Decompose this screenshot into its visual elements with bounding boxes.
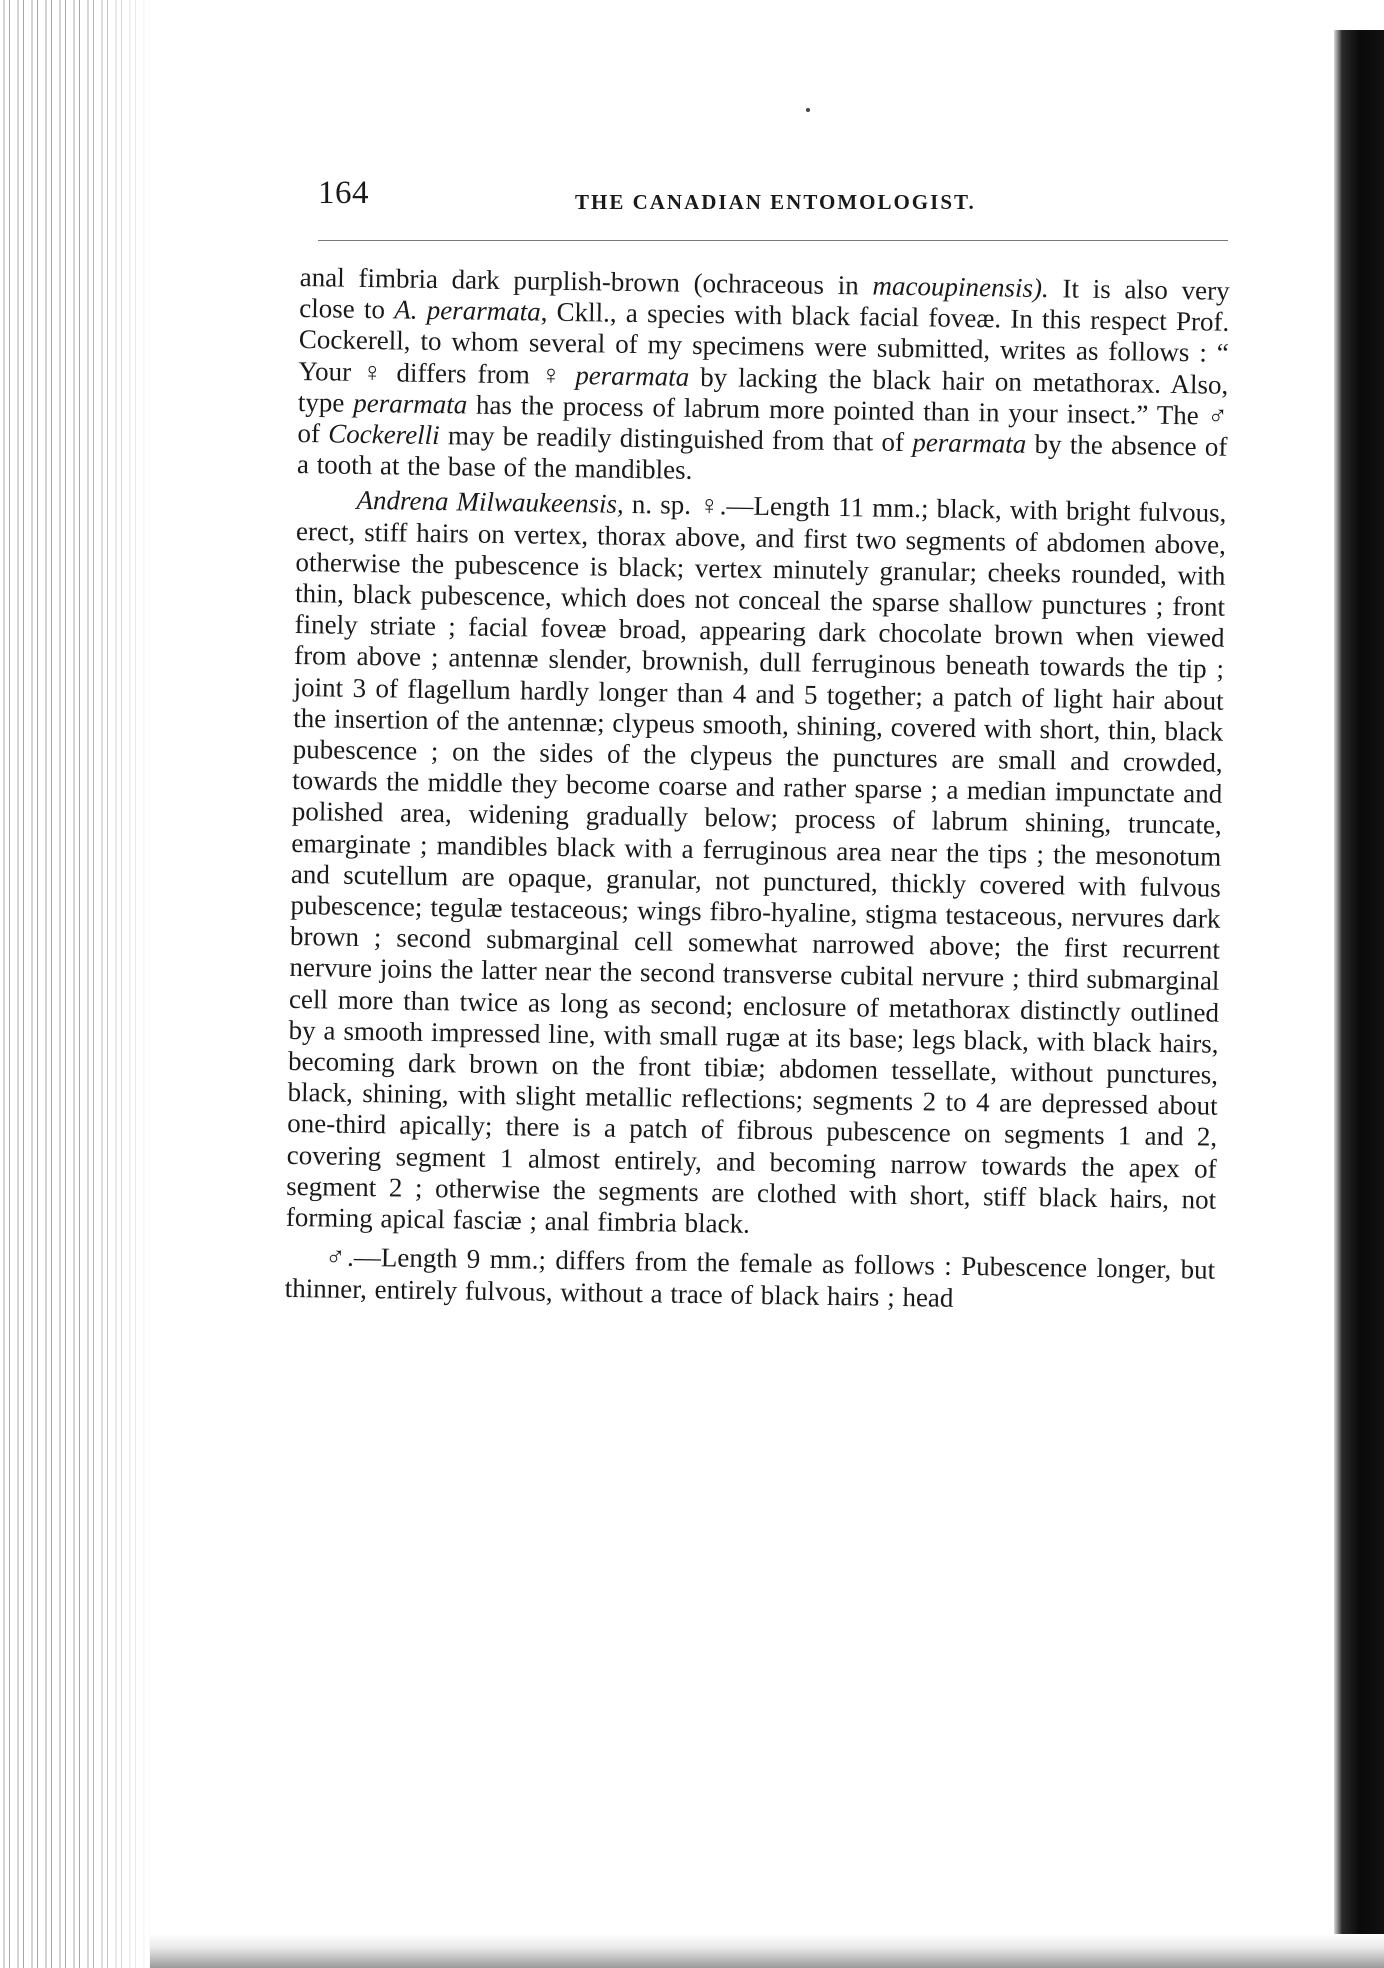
paragraph-continuation xyxy=(297,262,1230,494)
binding-fade xyxy=(84,0,150,1968)
text-run: It is also very close to xyxy=(299,273,1230,325)
document-page xyxy=(270,165,1240,235)
page-edge-shadow-bottom xyxy=(150,1934,1384,1968)
text-run: by the absence of a tooth at the base of the mandibles. xyxy=(296,428,1228,486)
article-body xyxy=(285,262,1230,1317)
species-heading: Andrena Milwaukeensis, xyxy=(356,485,624,520)
speck xyxy=(806,108,810,112)
species-name: Cockerelli xyxy=(328,418,440,451)
species-name: perarmata xyxy=(912,427,1027,459)
running-head xyxy=(270,165,1240,235)
species-name: perarmata xyxy=(353,387,468,420)
species-name: macoupinensis). xyxy=(872,270,1049,304)
header-rule xyxy=(318,240,1228,241)
male-description-paragraph xyxy=(285,1241,1216,1317)
page-edge-shadow-right xyxy=(1334,30,1384,1968)
page-number: 164 xyxy=(318,175,369,211)
description-text: ♂.—Length 9 mm.; differs from the female as follows : Pubescence longer, but thinner, entirely fulvous, without a trace of black hairs ; head xyxy=(284,1241,1216,1313)
text-run: may be readily distinguished from that of xyxy=(439,420,913,458)
species-name: perarmata xyxy=(575,359,690,392)
journal-title: THE CANADIAN ENTOMOLOGIST. xyxy=(575,190,976,214)
description-text: n. sp. ♀.—Length 11 mm.; black, with bright fulvous, erect, stiff hairs on vertex, thorax above, and first two segments of abdomen above, otherwise the pubescence is black; vertex minutely granular; cheeks rounded, with thin, black pubescence, which does not conceal the sparse shallow punctures ; front finely striate ; facial foveæ broad, appearing dark chocolate brown when viewed from above ; antennæ slender, brownish, dull ferruginous beneath towards the tip ; joint 3 of flagellum hardly longer than 4 and 5 together; a patch of light hair about the insertion of the antennæ; clypeus smooth, shining, covered with short, thin, black pubescence ; on the sides of the clypeus the punctures are small and crowded, towards the middle they become coarse and rather sparse ; a median impunctate and polished area, widening gradually below; process of labrum shining, truncate, emarginate ; mandibles black with a ferruginous area near the tips ; the mesonotum and scutellum are opaque, granular, not punctured, thickly covered with fulvous pubescence; tegulæ testaceous; wings fibro-hyaline, stigma testaceous, nervures dark brown ; second submarginal cell somewhat narrowed above; the first recurrent nervure joins the latter near the second transverse cubital nervure ; third submarginal cell more than twice as long as second; enclosure of metathorax distinctly outlined by a smooth impressed line, with small rugæ at its base; legs black, with black hairs, becoming dark brown on the front tibiæ; abdomen tessellate, without punctures, black, shining, with slight metallic reflections; segments 2 to 4 are depressed about one-third apically; there is a patch of fibrous pubescence on segments 1 and 2, covering segment 1 almost entirely, and becoming narrow towards the apex of segment 2 ; otherwise the segments are clothed with short, stiff black hairs, not forming apical fasciæ ; anal fimbria black. xyxy=(285,489,1227,1239)
text-run: by lacking the black hair on metathorax. Also, type xyxy=(297,361,1229,418)
species-description-paragraph xyxy=(286,484,1227,1247)
text-run: has the process of labrum more pointed than in your insect.” The ♂ of xyxy=(297,389,1229,449)
species-name: A. perarmata xyxy=(394,294,541,327)
text-run: , Ckll., a species with black facial foveæ. In this respect Prof. Cockerell, to whom several of my specimens were submitted, writes as follows : “ Your ♀ differs from ♀ xyxy=(298,296,1230,390)
text-run: anal fimbria dark purplish-brown (ochraceous in xyxy=(299,262,873,301)
